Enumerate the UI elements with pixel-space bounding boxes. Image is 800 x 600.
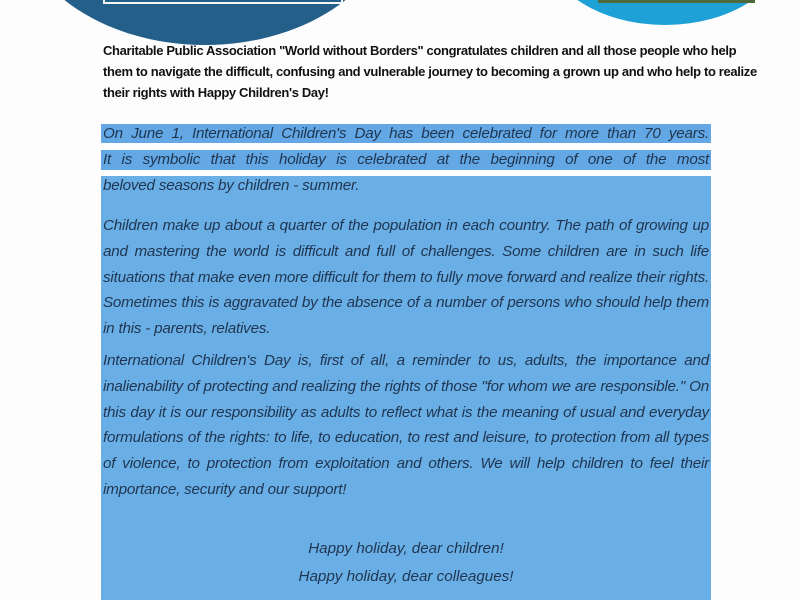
banner-frame xyxy=(103,0,343,4)
paragraph-1-line-2: It is symbolic that this holiday is celebrated at the beginning of one of the most xyxy=(103,150,709,168)
closing-line-2: Happy holiday, dear colleagues! xyxy=(298,568,514,585)
paragraph-2 xyxy=(103,213,709,342)
paragraph-1-line-1: On June 1, International Children's Day has been celebrated for more than 70 years. xyxy=(103,125,709,142)
closing-line-1: Happy holiday, dear children! xyxy=(308,540,504,557)
paragraph-3 xyxy=(103,348,709,503)
header-banner-right xyxy=(543,0,787,25)
banner-photo xyxy=(598,0,755,3)
paragraph-1-line-3: beloved seasons by children - summer. xyxy=(103,176,360,194)
header-banner-left xyxy=(15,0,395,45)
intro-paragraph: Charitable Public Association "World without Borders" congratulates children and all those people who help them to navigate the difficult, confusing and vulnerable journey to becoming a grown up and who help to realize their rights with Happy Children's Day! xyxy=(103,43,757,100)
paragraph-3-text: International Children's Day is, first of all, a reminder to us, adults, the importance and inalienability of protecting and realizing the rights of those "for whom we are responsible." On this day it is our responsibility as adults to reflect what is the meaning of usual and everyday formulations of the rights: to life, to education, to rest and leisure, to protection from all types of violence, to protection from exploitation and others. We will help children to feel their importance, security and our support! xyxy=(103,352,709,498)
paragraph-1 xyxy=(103,121,709,198)
paragraph-2-text: Children make up about a quarter of the population in each country. The path of growing up and mastering the world is difficult and full of challenges. Some children are in such life situations that make even more difficult for them to fully move forward and realize their rights. Sometimes this is aggravated by the absence of a number of persons who should help them in this - parents, relatives. xyxy=(103,217,709,338)
cutoff-signature-line xyxy=(205,592,325,600)
